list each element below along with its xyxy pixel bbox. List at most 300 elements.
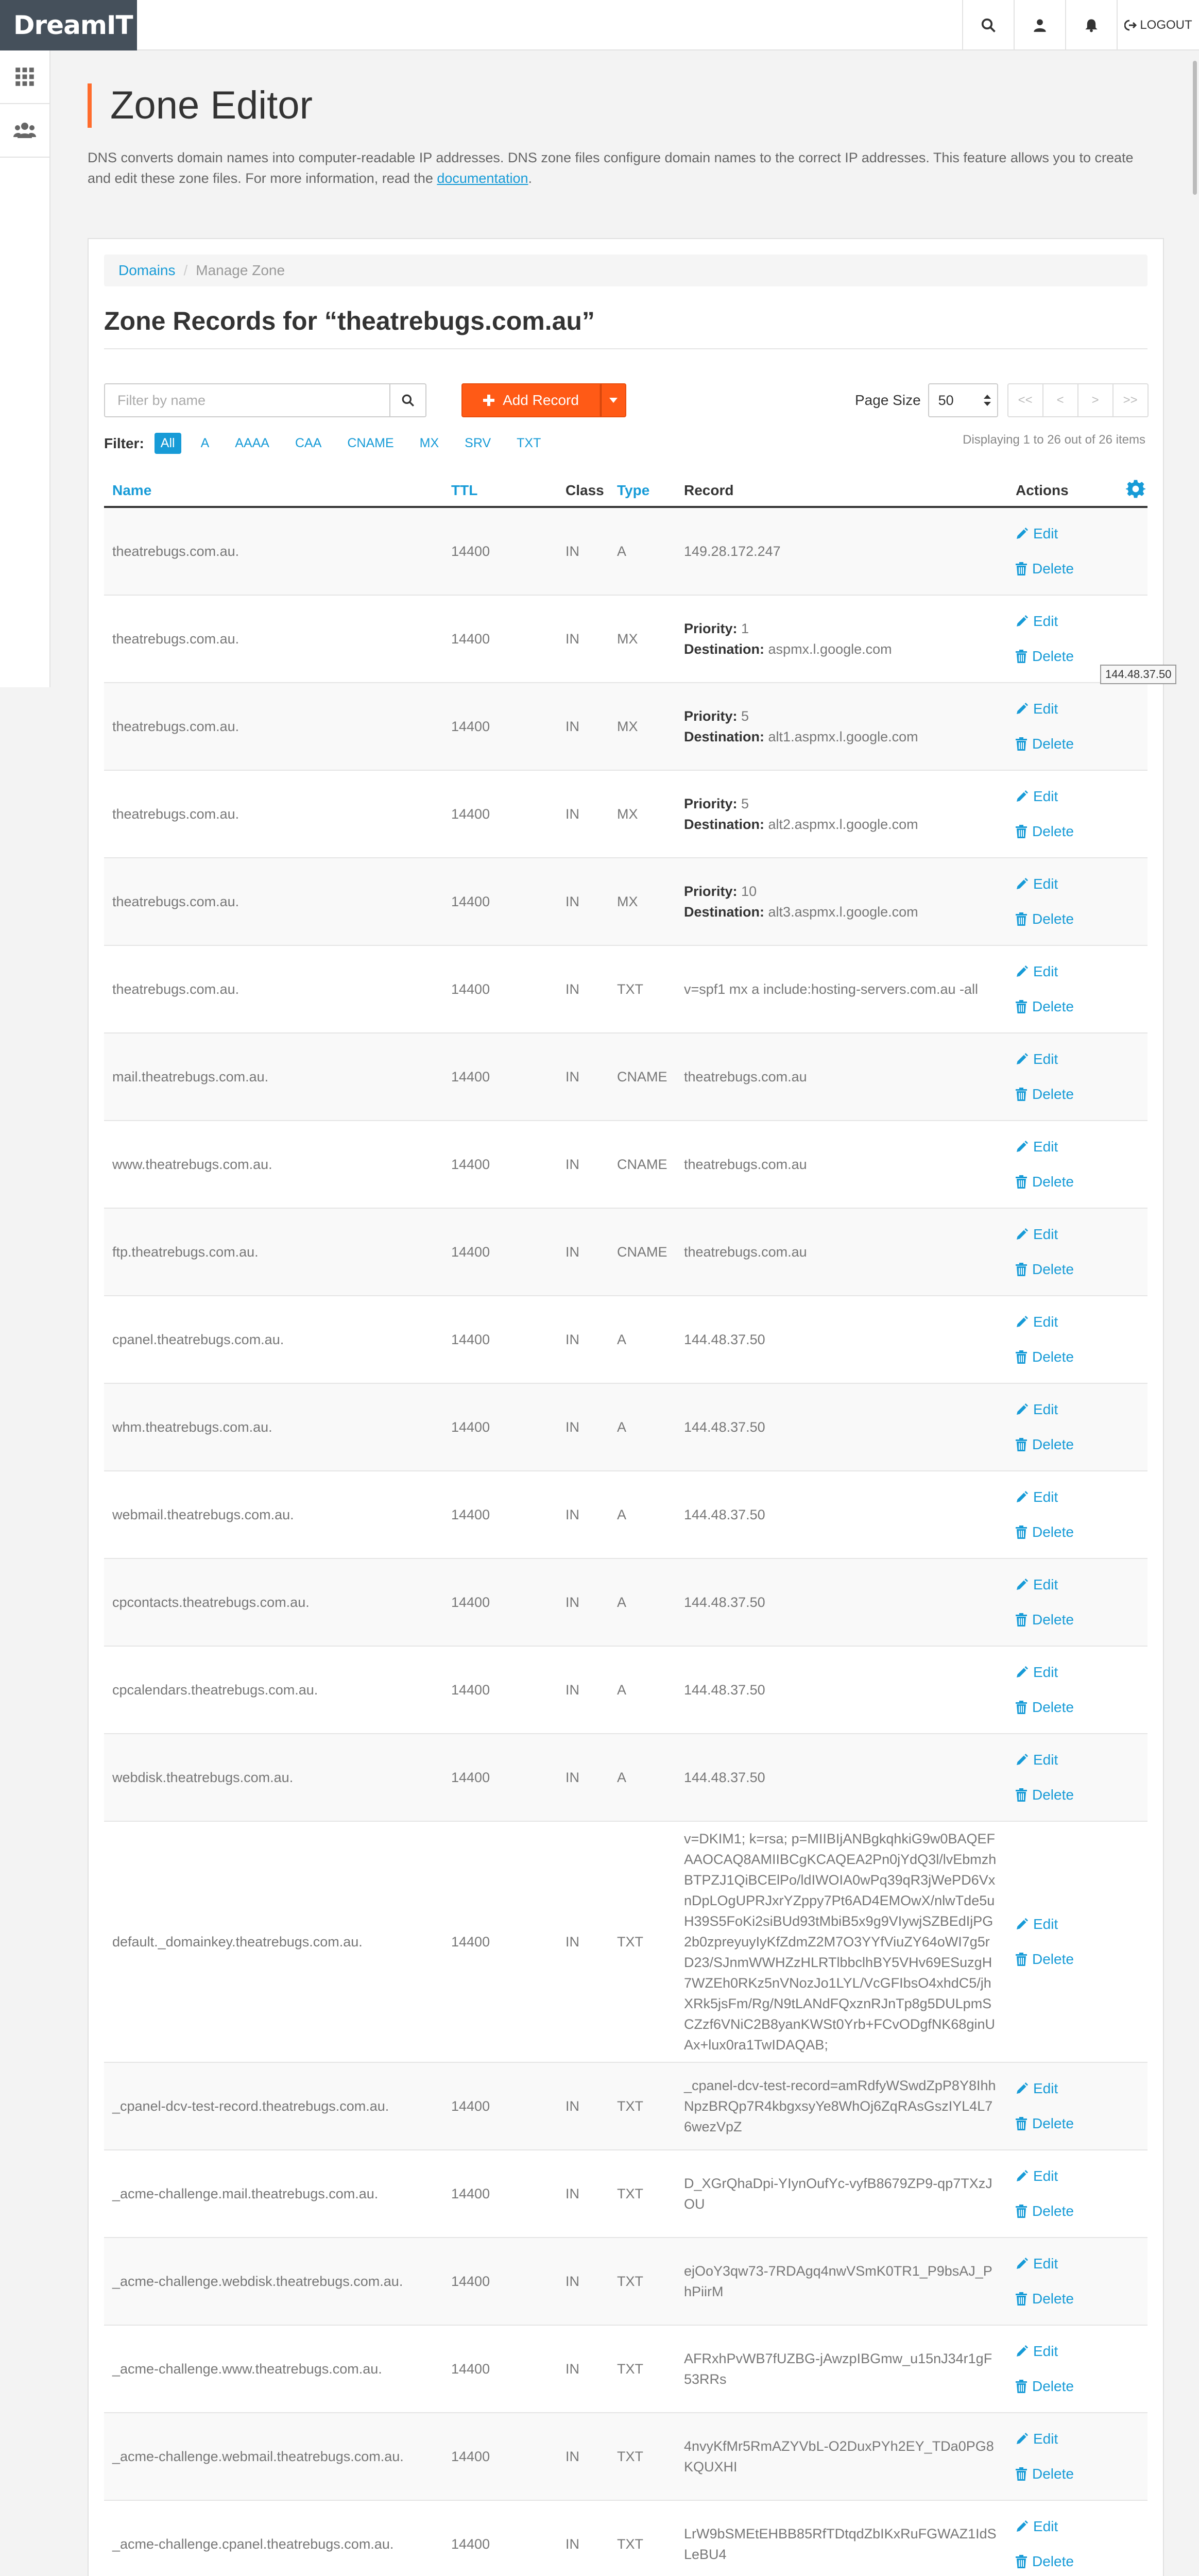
record-ttl: 14400 [451,1507,490,1522]
record-destination: alt2.aspmx.l.google.com [768,817,918,832]
search-button[interactable] [390,383,426,417]
grid-icon [15,67,35,87]
record-name: cpcontacts.theatrebugs.com.au. [112,1595,310,1610]
search-input[interactable] [104,383,390,417]
edit-button[interactable] [1016,1042,1074,1077]
record-priority: 1 [741,621,749,636]
filter-mx[interactable]: MX [419,436,439,450]
record-class: IN [566,1332,579,1347]
filter-aaaa[interactable]: AAAA [235,436,269,450]
record-ttl: 14400 [451,1419,490,1435]
record-ttl: 14400 [451,2449,490,2464]
delete-button[interactable] [1016,2194,1074,2229]
record-type: TXT [617,2274,643,2289]
breadcrumb-domains[interactable]: Domains [118,262,176,278]
edit-label: Edit [1033,701,1058,717]
record-ttl: 14400 [451,1770,490,1785]
record-name: _acme-challenge.mail.theatrebugs.com.au. [112,2186,379,2201]
pencil-icon [1016,2082,1028,2095]
delete-label: Delete [1032,2378,1074,2394]
search-icon[interactable] [962,0,1014,50]
edit-label: Edit [1033,2256,1058,2272]
edit-button[interactable] [1016,1907,1074,1942]
record-destination: alt3.aspmx.l.google.com [768,904,918,920]
pencil-icon [1016,1228,1028,1241]
record-class: IN [566,1682,579,1698]
record-class: IN [566,2186,579,2201]
table-row [104,946,1147,1033]
select-arrows-icon [984,395,991,406]
record-name: default._domainkey.theatrebugs.com.au. [112,1934,363,1950]
edit-button[interactable] [1016,691,1074,726]
record-actions [1016,2246,1074,2316]
edit-button[interactable] [1016,2071,1074,2106]
delete-button[interactable] [1016,1777,1074,1812]
record-actions [1016,691,1074,761]
brand-logo[interactable]: DreamIT [0,0,137,50]
edit-button[interactable] [1016,516,1074,551]
record-name: theatrebugs.com.au. [112,806,239,822]
record-value: 144.48.37.50 [684,1332,765,1347]
record-class: IN [566,2449,579,2464]
delete-label: Delete [1032,823,1074,839]
record-class: IN [566,1770,579,1785]
record-type: TXT [617,2186,643,2201]
record-name: _acme-challenge.www.theatrebugs.com.au. [112,2361,382,2377]
record-actions [1016,1655,1074,1725]
table-row [104,2326,1147,2413]
record-type: A [617,1682,627,1698]
record-ttl: 14400 [451,894,490,909]
delete-label: Delete [1032,911,1074,927]
edit-label: Edit [1033,1401,1058,1417]
trash-icon [1016,1788,1027,1802]
record-class: IN [566,806,579,822]
table-row [104,2501,1147,2576]
priority-label: Priority: [684,708,738,724]
record-type: TXT [617,2449,643,2464]
plus-icon [483,395,494,406]
trash-icon [1016,2117,1027,2130]
edit-button[interactable] [1016,867,1074,902]
record-ttl: 14400 [451,806,490,822]
edit-button[interactable] [1016,2421,1074,2456]
scrollbar-thumb[interactable] [1193,61,1197,195]
record-ttl: 14400 [451,2186,490,2201]
table-row [104,2413,1147,2501]
zone-title: Zone Records for “theatrebugs.com.au” [104,306,1147,349]
record-class: IN [566,1244,579,1260]
edit-label: Edit [1033,876,1058,892]
record-class: IN [566,1157,579,1172]
record-ttl: 14400 [451,1332,490,1347]
record-content [684,1680,998,1700]
delete-button[interactable] [1016,2544,1074,2576]
record-ttl: 14400 [451,981,490,997]
record-actions [1016,867,1074,937]
record-value: 144.48.37.50 [684,1419,765,1435]
record-actions [1016,1742,1074,1812]
edit-label: Edit [1033,1314,1058,1330]
pencil-icon [1016,1666,1028,1679]
edit-label: Edit [1033,1139,1058,1155]
destination-label: Destination: [684,817,765,832]
record-value: 4nvyKfMr5RmAZYVbL-O2DuxPYh2EY_TDa0PG8KQUXHI [684,2438,994,2475]
record-type: CNAME [617,1244,667,1260]
record-type: MX [617,806,638,822]
delete-button[interactable] [1016,1164,1074,1199]
add-record-group [461,383,626,417]
record-class: IN [566,2098,579,2114]
pencil-icon [1016,790,1028,803]
edit-label: Edit [1033,2431,1058,2447]
table-row [104,2238,1147,2326]
pencil-icon [1016,2345,1028,2358]
logout-button[interactable] [1117,0,1199,50]
pager-next-button[interactable]: > [1077,383,1114,417]
trash-icon [1016,2292,1027,2306]
column-actions: Actions [1016,482,1069,498]
record-name: cpanel.theatrebugs.com.au. [112,1332,284,1347]
record-name: mail.theatrebugs.com.au. [112,1069,269,1084]
filter-srv[interactable]: SRV [465,436,491,450]
delete-button[interactable] [1016,2106,1074,2141]
edit-label: Edit [1033,1051,1058,1067]
record-type: A [617,544,627,559]
record-value: v=spf1 mx a include:hosting-servers.com.au -all [684,981,978,997]
delete-button[interactable] [1016,1077,1074,1112]
record-value: theatrebugs.com.au [684,1157,807,1172]
record-type: TXT [617,981,643,997]
zone-records-table [104,472,1147,2576]
table-row [104,596,1147,683]
record-value: v=DKIM1; k=rsa; p=MIIBIjANBgkqhkiG9w0BAQEFAAOCAQ8AMIIBCgKCAQEA2Pn0jYdQ3l/lvEbmzhBTPZJ1QiBCElPo/ldIWOIA0wPq39qR3jWePD6VxnDpLOgUPRJxrYZppy7Pt6AD4EMOwX/nlwTde5uH39S5FoKi2siBUd93tMbiB5x9g9VIywjSZBEdIjPG2b0zpreyuyIyKfZdmZ2M7O3YYfViuZY64oWI7g5rD23/SJnmWWHZzHLRTlbbclhBY5VHv69ESuzgH7WZEh0RKz5nVNozJo1LYL/VcGFIbsO4xhdC5/jhXRk5jsFm/Rg/N9tLANdFQxznRJnTp8g5DULpmSCZzf6VNiC2B8yanKWSt0Yrb+FCvODgfNK68ginUAx+lux0ra1TwIDAQAB; [684,1831,997,2053]
record-actions [1016,516,1074,586]
trash-icon [1016,2205,1027,2218]
record-value: D_XGrQhaDpi-YIynOufYc-vyfB8679ZP9-qp7TXzJOU [684,2176,992,2212]
edit-button[interactable] [1016,954,1074,989]
delete-button[interactable] [1016,2281,1074,2316]
pager-prev-button[interactable]: < [1042,383,1078,417]
record-priority: 5 [741,796,749,811]
record-type: MX [617,719,638,734]
trash-icon [1016,2555,1027,2568]
destination-label: Destination: [684,904,765,920]
trash-icon [1016,1701,1027,1714]
documentation-link[interactable]: documentation [437,171,528,186]
record-type: TXT [617,1934,643,1950]
delete-button[interactable] [1016,1602,1074,1637]
record-actions [1016,954,1074,1024]
edit-button[interactable] [1016,604,1074,639]
record-actions [1016,1217,1074,1287]
record-name: _acme-challenge.webmail.theatrebugs.com.au. [112,2449,404,2464]
record-type: A [617,1770,627,1785]
record-name: _acme-challenge.webdisk.theatrebugs.com.au. [112,2274,403,2289]
record-class: IN [566,1595,579,1610]
delete-label: Delete [1032,1086,1074,1102]
delete-label: Delete [1032,2553,1074,2569]
bell-icon[interactable] [1065,0,1117,50]
record-content [684,2075,998,2137]
filter-a[interactable]: A [200,436,210,450]
gear-icon[interactable] [1126,479,1145,502]
trash-icon [1016,1953,1027,1966]
record-actions [1016,2071,1074,2141]
delete-button[interactable] [1016,551,1074,586]
pencil-icon [1016,1918,1028,1930]
table-row [104,508,1147,596]
edit-button[interactable] [1016,779,1074,814]
edit-label: Edit [1033,613,1058,629]
record-class: IN [566,544,579,559]
delete-button[interactable] [1016,814,1074,849]
table-row [104,683,1147,771]
filter-all[interactable]: All [155,433,181,454]
add-record-dropdown-toggle[interactable] [601,383,626,417]
record-content [684,1828,998,2055]
table-row [104,1121,1147,1209]
trash-icon [1016,1088,1027,1101]
record-name: theatrebugs.com.au. [112,894,239,909]
table-row [104,1384,1147,1471]
add-record-button[interactable] [461,383,601,417]
trash-icon [1016,912,1027,926]
record-actions [1016,1907,1074,1977]
record-ttl: 14400 [451,719,490,734]
record-actions [1016,1304,1074,1375]
pencil-icon [1016,2433,1028,2445]
record-content [684,1417,998,1437]
record-actions [1016,1042,1074,1112]
priority-label: Priority: [684,621,738,636]
delete-label: Delete [1032,1436,1074,1452]
edit-button[interactable] [1016,2509,1074,2544]
edit-button[interactable] [1016,1480,1074,1515]
record-value: 149.28.172.247 [684,544,781,559]
breadcrumb-separator: / [183,262,188,278]
record-ttl: 14400 [451,1934,490,1950]
trash-icon [1016,2467,1027,2481]
record-ttl: 14400 [451,2361,490,2377]
trash-icon [1016,1263,1027,1276]
trash-icon [1016,825,1027,838]
page-size-value: 50 [938,392,954,408]
delete-button[interactable] [1016,2369,1074,2404]
record-type: TXT [617,2361,643,2377]
record-type: A [617,1507,627,1522]
column-ttl[interactable]: TTL [451,482,478,498]
trash-icon [1016,2380,1027,2393]
column-type[interactable]: Type [617,482,650,498]
delete-label: Delete [1032,648,1074,664]
pencil-icon [1016,1403,1028,1416]
record-destination: aspmx.l.google.com [768,641,892,657]
record-type: A [617,1419,627,1435]
trash-icon [1016,1613,1027,1626]
sidebar-item-tools[interactable] [0,50,49,104]
record-class: IN [566,1507,579,1522]
edit-button[interactable] [1016,2334,1074,2369]
record-ttl: 14400 [451,1069,490,1084]
table-row [104,858,1147,946]
record-actions [1016,2509,1074,2576]
filter-cname[interactable]: CNAME [347,436,394,450]
edit-button[interactable] [1016,1217,1074,1252]
record-content [684,2436,998,2477]
edit-button[interactable] [1016,1567,1074,1602]
trash-icon [1016,562,1027,575]
record-content [684,618,998,659]
record-destination: alt1.aspmx.l.google.com [768,729,918,744]
pager-last-button[interactable]: >> [1112,383,1149,417]
record-class: IN [566,719,579,734]
edit-label: Edit [1033,2168,1058,2184]
record-actions [1016,1567,1074,1637]
record-class: IN [566,2361,579,2377]
column-name[interactable]: Name [112,482,152,498]
edit-button[interactable] [1016,1304,1074,1340]
pencil-icon [1016,615,1028,628]
delete-button[interactable] [1016,1515,1074,1550]
sidebar-item-users[interactable] [0,104,49,158]
record-class: IN [566,981,579,997]
record-class: IN [566,2274,579,2289]
record-class: IN [566,894,579,909]
delete-button[interactable] [1016,726,1074,761]
zone-panel [88,238,1164,2576]
delete-button[interactable] [1016,2456,1074,2492]
trash-icon [1016,1350,1027,1364]
record-value: 144.48.37.50 [684,1682,765,1698]
record-value: AFRxhPvWB7fUZBG-jAwzpIBGmw_u15nJ34r1gF53RRs [684,2351,992,2387]
delete-label: Delete [1032,1612,1074,1628]
delete-label: Delete [1032,1261,1074,1277]
record-priority: 10 [741,884,757,899]
edit-label: Edit [1033,2518,1058,2534]
delete-button[interactable] [1016,1690,1074,1725]
delete-button[interactable] [1016,1942,1074,1977]
edit-button[interactable] [1016,1655,1074,1690]
table-row [104,771,1147,858]
edit-button[interactable] [1016,2246,1074,2281]
pencil-icon [1016,2170,1028,2182]
delete-label: Delete [1032,1699,1074,1715]
trash-icon [1016,737,1027,751]
delete-label: Delete [1032,1174,1074,1190]
delete-button[interactable] [1016,1252,1074,1287]
delete-label: Delete [1032,1349,1074,1365]
record-name: whm.theatrebugs.com.au. [112,1419,272,1435]
pager-first-button[interactable]: << [1007,383,1043,417]
record-content [684,881,998,922]
pagination [1007,383,1149,417]
pencil-icon [1016,1053,1028,1065]
record-type: MX [617,894,638,909]
description-end: . [528,171,533,186]
record-name: webdisk.theatrebugs.com.au. [112,1770,294,1785]
record-name: theatrebugs.com.au. [112,981,239,997]
record-content [684,1154,998,1175]
page-scrollbar[interactable] [1192,50,1199,2576]
page-title: Zone Editor [110,83,313,127]
user-icon[interactable] [1014,0,1065,50]
edit-button[interactable] [1016,1742,1074,1777]
record-actions [1016,1392,1074,1462]
record-name: _cpanel-dcv-test-record.theatrebugs.com.au. [112,2098,389,2114]
delete-button[interactable] [1016,1427,1074,1462]
filter-caa[interactable]: CAA [295,436,322,450]
delete-label: Delete [1032,2115,1074,2131]
filter-txt[interactable]: TXT [517,436,541,450]
tooltip: 144.48.37.50 [1100,665,1176,684]
record-name: theatrebugs.com.au. [112,544,239,559]
record-ttl: 14400 [451,1157,490,1172]
edit-button[interactable] [1016,2159,1074,2194]
record-class: IN [566,1419,579,1435]
record-class: IN [566,2536,579,2552]
record-actions [1016,2421,1074,2492]
edit-label: Edit [1033,2343,1058,2359]
record-name: theatrebugs.com.au. [112,719,239,734]
record-type-filter [104,433,557,454]
edit-label: Edit [1033,2080,1058,2096]
delete-button[interactable] [1016,989,1074,1024]
record-value: 144.48.37.50 [684,1595,765,1610]
record-actions [1016,604,1074,674]
record-class: IN [566,631,579,647]
record-value: 144.48.37.50 [684,1507,765,1522]
delete-label: Delete [1032,1787,1074,1803]
edit-label: Edit [1033,1916,1058,1932]
edit-button[interactable] [1016,1392,1074,1427]
record-priority: 5 [741,708,749,724]
record-value: theatrebugs.com.au [684,1069,807,1084]
trash-icon [1016,1175,1027,1189]
pencil-icon [1016,1141,1028,1153]
logout-label: LOGOUT [1140,18,1192,32]
search-icon [401,394,415,407]
delete-button[interactable] [1016,902,1074,937]
delete-label: Delete [1032,998,1074,1014]
edit-button[interactable] [1016,1129,1074,1164]
users-icon [13,122,36,139]
record-actions [1016,779,1074,849]
page-size-select[interactable] [928,383,998,417]
record-content [684,1066,998,1087]
record-class: IN [566,1934,579,1950]
edit-label: Edit [1033,788,1058,804]
filter-label: Filter: [104,435,144,451]
edit-label: Edit [1033,1752,1058,1768]
delete-label: Delete [1032,2291,1074,2307]
record-content [684,706,998,747]
delete-button[interactable] [1016,1340,1074,1375]
table-row [104,1559,1147,1647]
search-group [104,383,426,417]
column-record: Record [684,482,734,498]
record-actions [1016,1129,1074,1199]
pencil-icon [1016,1579,1028,1591]
pencil-icon [1016,2258,1028,2270]
record-ttl: 14400 [451,1682,490,1698]
sidebar [0,50,50,687]
record-class: IN [566,1069,579,1084]
pencil-icon [1016,878,1028,890]
table-header [104,472,1147,508]
delete-button[interactable] [1016,639,1074,674]
page-header [88,83,313,128]
